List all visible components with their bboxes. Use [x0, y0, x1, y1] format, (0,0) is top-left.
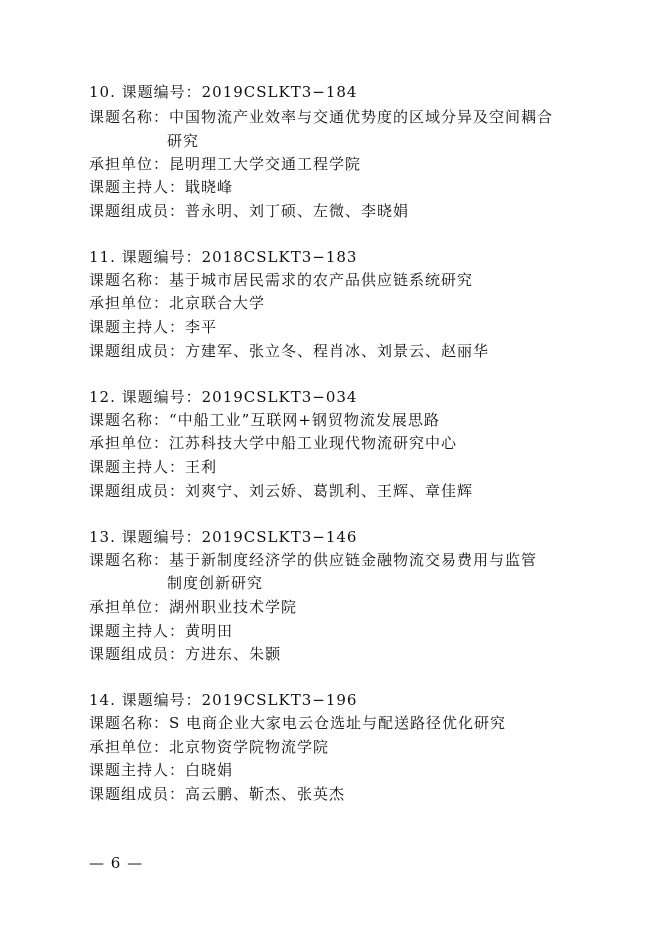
entry-10-name: 课题名称：中国物流产业效率与交通优势度的区域分异及空间耦合 [89, 108, 554, 126]
entry-10-number: 10. 课题编号：2019CSLKT3−184 [89, 83, 358, 101]
entry-13-host: 课题主持人：黄明田 [89, 622, 234, 640]
entry-11-unit: 承担单位：北京联合大学 [89, 294, 266, 312]
entry-11-host: 课题主持人：李平 [89, 318, 218, 336]
entry-11-members: 课题组成员：方建军、张立冬、程肖冰、刘景云、赵丽华 [89, 342, 490, 360]
entry-14-number: 14. 课题编号：2019CSLKT3−196 [89, 691, 358, 709]
entry-14-name: 课题名称：S 电商企业大家电云仓选址与配送路径优化研究 [89, 714, 507, 732]
entry-13-unit: 承担单位：湖州职业技术学院 [89, 598, 298, 616]
entry-11-name: 课题名称：基于城市居民需求的农产品供应链系统研究 [89, 271, 474, 289]
entry-13-name-cont: 制度创新研究 [167, 574, 264, 592]
entry-13-members: 课题组成员：方进东、朱颢 [89, 645, 282, 663]
entry-14-unit: 承担单位：北京物资学院物流学院 [89, 738, 330, 756]
page-number: — 6 — [89, 854, 144, 872]
entry-11-number: 11. 课题编号：2018CSLKT3−183 [89, 248, 358, 266]
entry-12-host: 课题主持人：王利 [89, 458, 218, 476]
entry-12-unit: 承担单位：江苏科技大学中船工业现代物流研究中心 [89, 434, 458, 452]
entry-10-name-cont: 研究 [167, 132, 200, 150]
entry-10-unit: 承担单位：昆明理工大学交通工程学院 [89, 155, 362, 173]
entry-13-number: 13. 课题编号：2019CSLKT3−146 [89, 528, 358, 546]
entry-14-members: 课题组成员：高云鹏、靳杰、张英杰 [89, 785, 346, 803]
entry-10-members: 课题组成员：普永明、刘丁硕、左微、李晓娟 [89, 202, 410, 220]
entry-12-members: 课题组成员：刘爽宁、刘云娇、葛凯利、王辉、章佳辉 [89, 482, 474, 500]
entry-12-number: 12. 课题编号：2019CSLKT3−034 [89, 388, 358, 406]
entry-14-host: 课题主持人：白晓娟 [89, 761, 234, 779]
entry-13-name: 课题名称：基于新制度经济学的供应链金融物流交易费用与监管 [89, 551, 538, 569]
entry-12-name: 课题名称：“中船工业”互联网+钢贸物流发展思路 [89, 411, 440, 429]
entry-10-host: 课题主持人：戢晓峰 [89, 178, 234, 196]
